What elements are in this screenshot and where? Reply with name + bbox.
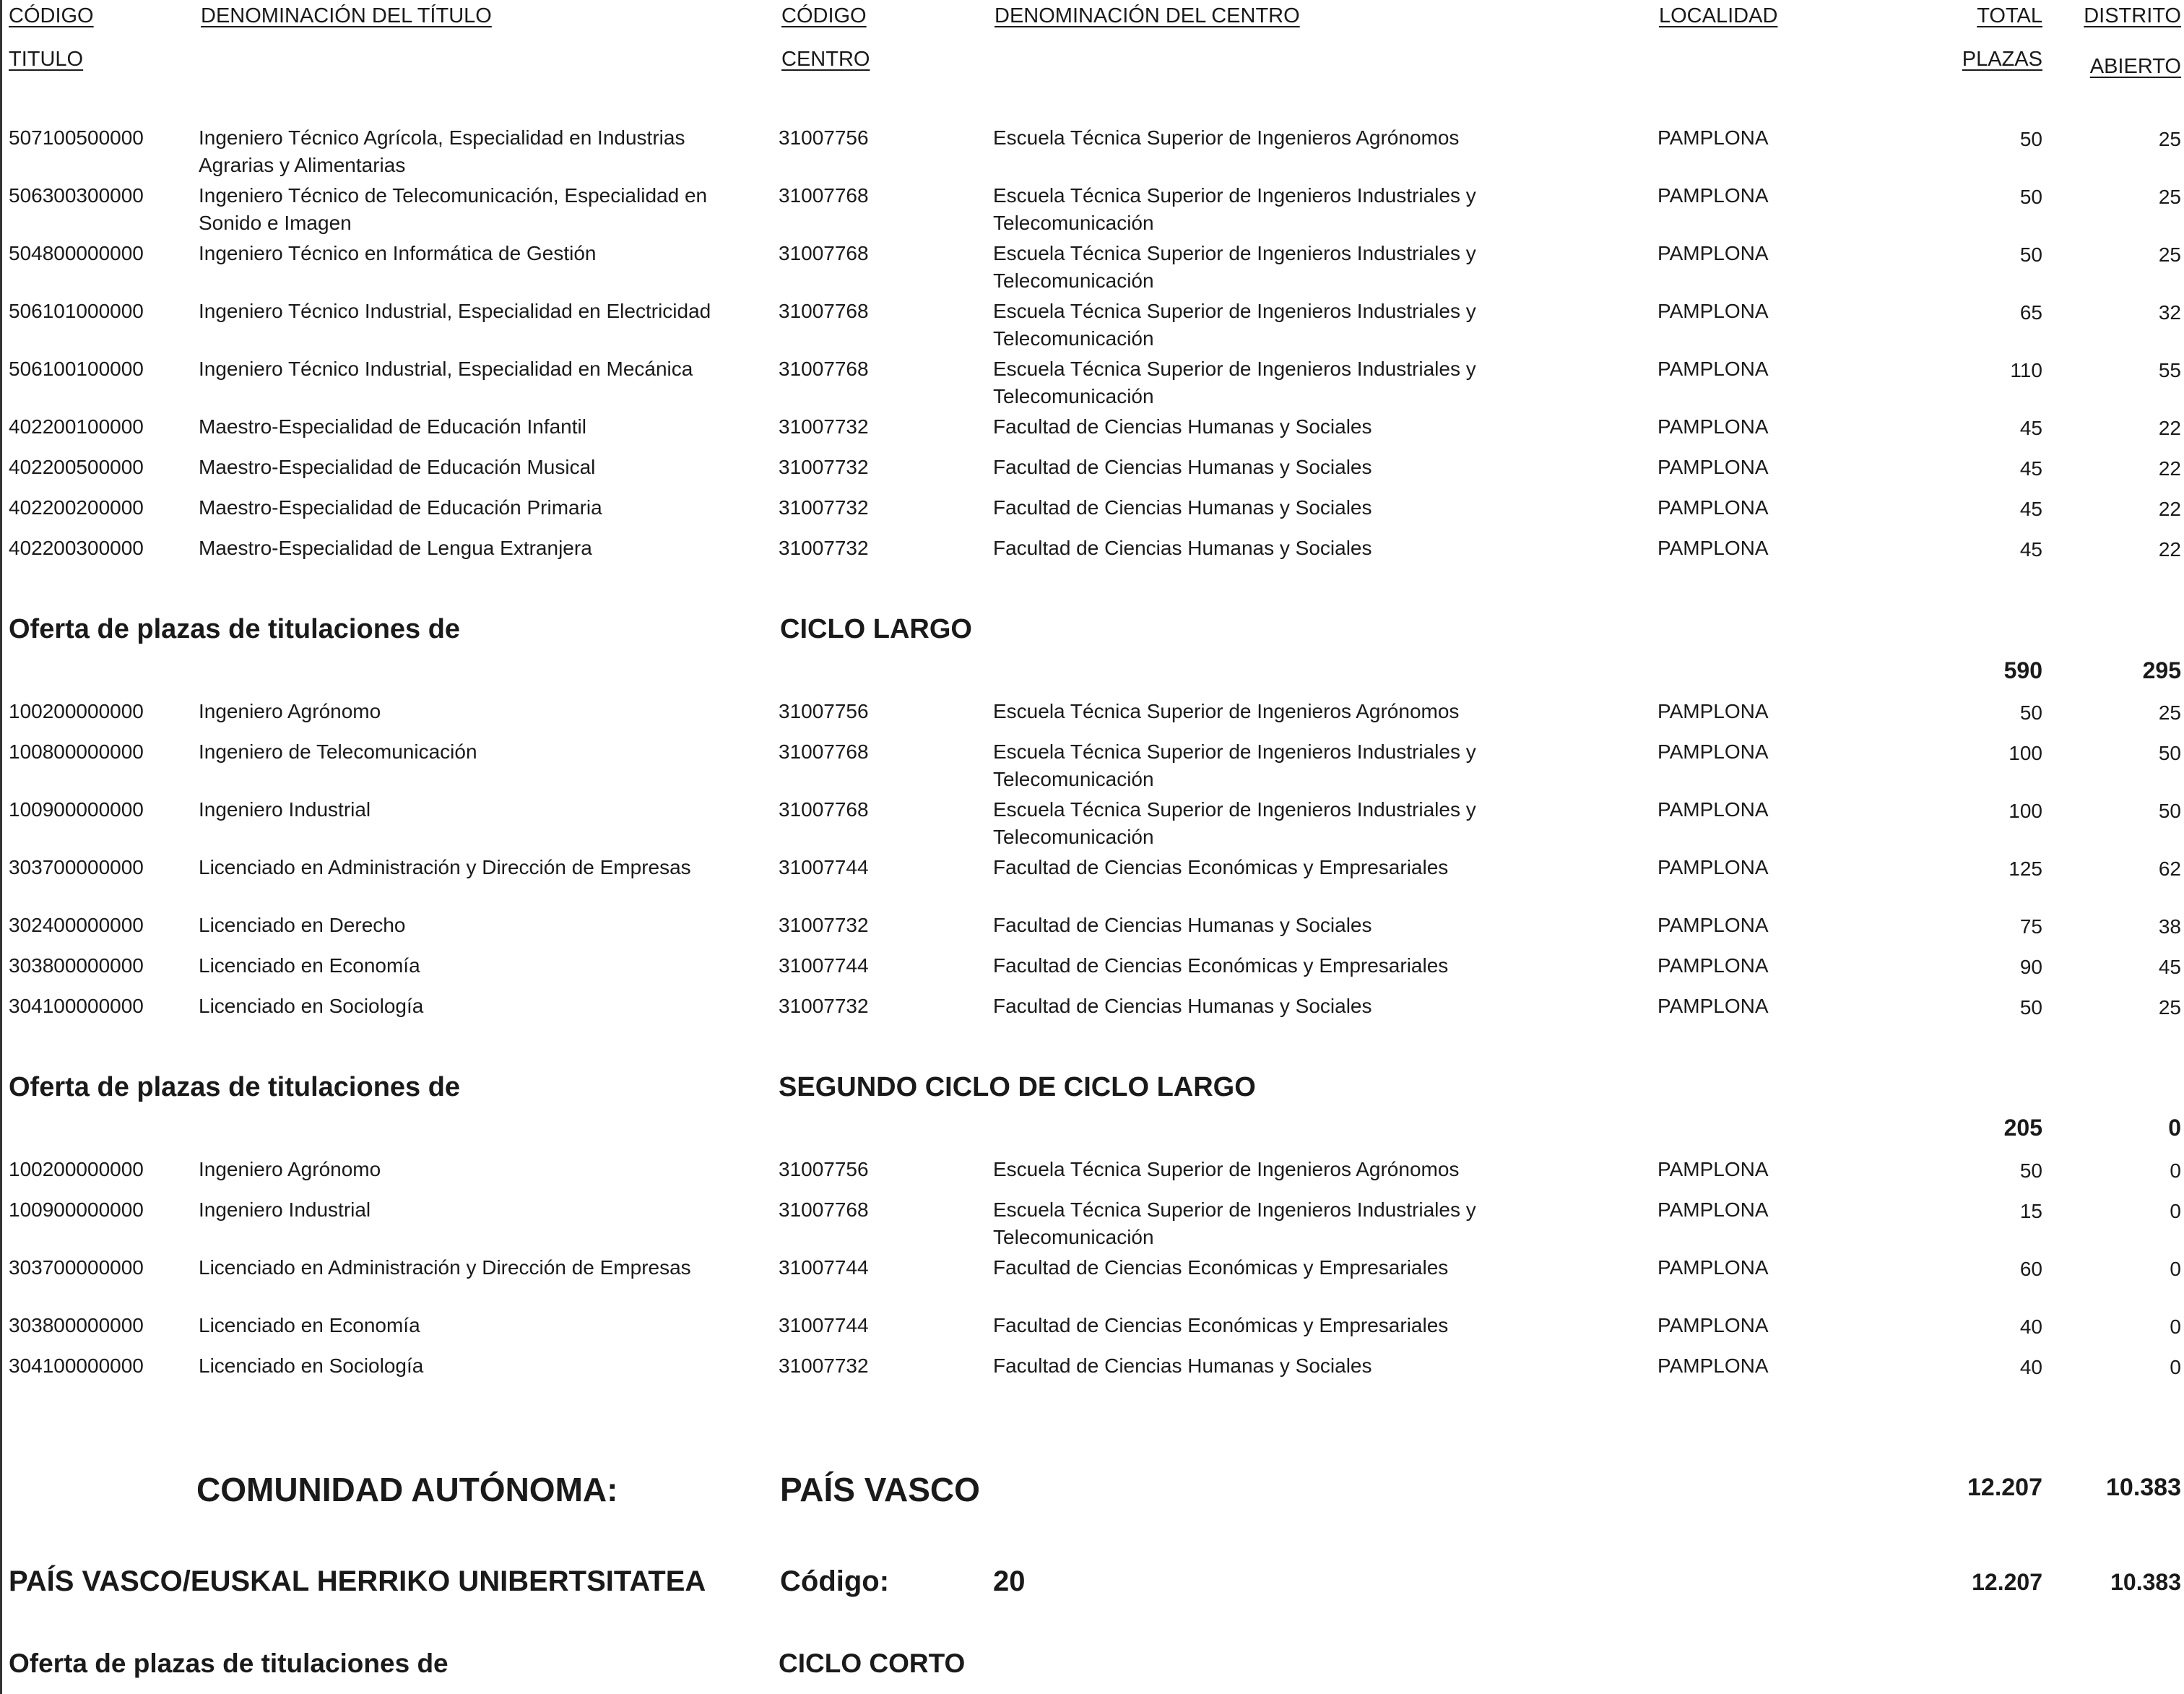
row-distrito: 50 — [2158, 742, 2181, 764]
row-code: 507100500000 — [9, 126, 144, 149]
row-titulo: Licenciado en Economía — [199, 1314, 420, 1336]
row-distrito: 62 — [2158, 857, 2181, 880]
row-total: 65 — [2019, 301, 2042, 324]
row-localidad: PAMPLONA — [1658, 1354, 1769, 1377]
row-localidad: PAMPLONA — [1658, 537, 1769, 559]
row-localidad: PAMPLONA — [1658, 184, 1769, 207]
row-centro-code: 31007768 — [779, 184, 869, 207]
row-centro-code: 31007744 — [779, 1256, 869, 1279]
row-centro-code: 31007744 — [779, 1314, 869, 1336]
row-centro-code: 31007732 — [779, 537, 869, 559]
header-codigo-titulo: CÓDIGO — [9, 4, 94, 27]
row-titulo: Ingeniero Agrónomo — [199, 1158, 381, 1180]
row-centro: Facultad de Ciencias Humanas y Sociales — [993, 456, 1372, 478]
row-code: 100800000000 — [9, 740, 144, 763]
row-distrito: 25 — [2158, 186, 2181, 208]
row-centro: Facultad de Ciencias Económicas y Empresariales — [993, 1256, 1449, 1279]
row-code: 303800000000 — [9, 954, 144, 977]
row-total: 125 — [2008, 857, 2042, 880]
row-titulo: Ingeniero Industrial — [199, 1198, 371, 1221]
row-distrito: 22 — [2158, 538, 2181, 561]
row-titulo: Licenciado en Administración y Dirección de Empresas — [199, 1256, 691, 1279]
row-code: 303700000000 — [9, 856, 144, 878]
row-centro: Escuela Técnica Superior de Ingenieros Industriales y Telecomunicación — [993, 740, 1476, 790]
row-localidad: PAMPLONA — [1658, 798, 1769, 821]
row-titulo: Licenciado en Economía — [199, 954, 420, 977]
row-localidad: PAMPLONA — [1658, 914, 1769, 936]
row-centro-code: 31007732 — [779, 995, 869, 1017]
row-distrito: 0 — [2170, 1258, 2181, 1280]
row-centro: Facultad de Ciencias Económicas y Empresariales — [993, 1314, 1449, 1336]
row-localidad: PAMPLONA — [1658, 358, 1769, 380]
row-centro-code: 31007732 — [779, 415, 869, 438]
row-centro-code: 31007768 — [779, 1198, 869, 1221]
row-total: 50 — [2019, 243, 2042, 266]
comunidad-total: 12.207 — [1967, 1474, 2042, 1501]
row-titulo: Ingeniero Agrónomo — [199, 700, 381, 722]
row-distrito: 32 — [2158, 301, 2181, 324]
comunidad-label: COMUNIDAD AUTÓNOMA: — [196, 1471, 618, 1508]
row-titulo: Maestro-Especialidad de Lengua Extranjera — [199, 537, 592, 559]
row-distrito: 45 — [2158, 956, 2181, 978]
row-localidad: PAMPLONA — [1658, 1256, 1769, 1279]
section-type: CICLO CORTO — [779, 1648, 966, 1678]
row-centro: Facultad de Ciencias Económicas y Empresariales — [993, 954, 1449, 977]
universidad-codigo: 20 — [993, 1565, 1026, 1597]
row-centro-code: 31007768 — [779, 740, 869, 763]
header-denominacion-titulo: DENOMINACIÓN DEL TÍTULO — [201, 4, 492, 27]
section-distrito: 0 — [2168, 1115, 2181, 1141]
row-centro: Escuela Técnica Superior de Ingenieros Industriales y Telecomunicación — [993, 300, 1476, 350]
row-code: 506101000000 — [9, 300, 144, 322]
row-distrito: 25 — [2158, 243, 2181, 266]
row-distrito: 25 — [2158, 996, 2181, 1019]
row-centro: Escuela Técnica Superior de Ingenieros Industriales y Telecomunicación — [993, 242, 1476, 292]
row-centro: Escuela Técnica Superior de Ingenieros Agrónomos — [993, 126, 1460, 149]
row-code: 100900000000 — [9, 798, 144, 821]
row-centro-code: 31007732 — [779, 456, 869, 478]
header-total: TOTAL — [1977, 4, 2042, 27]
row-centro-code: 31007768 — [779, 798, 869, 821]
row-centro: Facultad de Ciencias Humanas y Sociales — [993, 496, 1372, 519]
row-total: 40 — [2019, 1356, 2042, 1378]
row-centro: Facultad de Ciencias Humanas y Sociales — [993, 914, 1372, 936]
row-titulo: Ingeniero Técnico Industrial, Especialidad en Mecánica — [199, 358, 693, 380]
row-centro-code: 31007756 — [779, 126, 869, 149]
section-type: CICLO LARGO — [780, 614, 972, 644]
row-titulo: Licenciado en Derecho — [199, 914, 406, 936]
row-code: 506300300000 — [9, 184, 144, 207]
row-centro-code: 31007732 — [779, 914, 869, 936]
row-distrito: 22 — [2158, 417, 2181, 439]
header-codigo-centro-2: CENTRO — [781, 48, 870, 71]
row-centro-code: 31007768 — [779, 300, 869, 322]
header-denominacion-centro: DENOMINACIÓN DEL CENTRO — [994, 4, 1300, 27]
row-total: 50 — [2019, 186, 2042, 208]
row-distrito: 50 — [2158, 800, 2181, 822]
header-distrito-2: ABIERTO — [2089, 55, 2181, 78]
row-code: 100200000000 — [9, 700, 144, 722]
row-localidad: PAMPLONA — [1658, 740, 1769, 763]
row-localidad: PAMPLONA — [1658, 126, 1769, 149]
row-code: 506100100000 — [9, 358, 144, 380]
row-titulo: Ingeniero Técnico de Telecomunicación, Especialidad en Sonido e Imagen — [199, 184, 708, 234]
row-code: 100900000000 — [9, 1198, 144, 1221]
row-total: 110 — [2010, 359, 2042, 381]
row-centro-code: 31007732 — [779, 496, 869, 519]
row-centro-code: 31007744 — [779, 954, 869, 977]
header-distrito: DISTRITO — [2084, 4, 2181, 27]
row-centro: Facultad de Ciencias Humanas y Sociales — [993, 537, 1372, 559]
row-centro: Facultad de Ciencias Humanas y Sociales — [993, 1354, 1372, 1377]
row-titulo: Maestro-Especialidad de Educación Musical — [199, 456, 596, 478]
row-localidad: PAMPLONA — [1658, 496, 1769, 519]
section-total: 590 — [2003, 657, 2042, 683]
row-distrito: 25 — [2158, 128, 2181, 150]
row-localidad: PAMPLONA — [1658, 1198, 1769, 1221]
row-centro: Escuela Técnica Superior de Ingenieros Industriales y Telecomunicación — [993, 358, 1476, 407]
row-titulo: Ingeniero Industrial — [199, 798, 371, 821]
section-label: Oferta de plazas de titulaciones de — [9, 614, 461, 644]
left-margin-rule — [0, 0, 2, 1694]
row-centro: Escuela Técnica Superior de Ingenieros Industriales y Telecomunicación — [993, 1198, 1476, 1248]
row-distrito: 0 — [2170, 1159, 2181, 1182]
row-localidad: PAMPLONA — [1658, 856, 1769, 878]
row-centro-code: 31007756 — [779, 1158, 869, 1180]
row-total: 45 — [2019, 417, 2042, 439]
row-code: 402200500000 — [9, 456, 144, 478]
row-centro: Facultad de Ciencias Humanas y Sociales — [993, 415, 1372, 438]
row-localidad: PAMPLONA — [1658, 415, 1769, 438]
row-distrito: 0 — [2170, 1200, 2181, 1222]
row-total: 90 — [2019, 956, 2042, 978]
row-localidad: PAMPLONA — [1658, 995, 1769, 1017]
section-label: Oferta de plazas de titulaciones de — [9, 1072, 461, 1102]
section-distrito: 295 — [2142, 657, 2181, 683]
header-codigo-titulo-2: TITULO — [9, 48, 84, 71]
universidad-total: 12.207 — [1972, 1569, 2042, 1595]
row-total: 75 — [2019, 915, 2042, 938]
row-localidad: PAMPLONA — [1658, 242, 1769, 264]
section-label: Oferta de plazas de titulaciones de — [9, 1648, 448, 1678]
row-total: 50 — [2019, 701, 2042, 724]
row-titulo: Licenciado en Sociología — [199, 1354, 424, 1377]
row-code: 402200200000 — [9, 496, 144, 519]
row-distrito: 22 — [2158, 457, 2181, 480]
row-titulo: Ingeniero Técnico en Informática de Gestión — [199, 242, 597, 264]
universidad-distrito: 10.383 — [2110, 1569, 2181, 1595]
row-localidad: PAMPLONA — [1658, 954, 1769, 977]
row-titulo: Ingeniero Técnico Agrícola, Especialidad en Industrias Agrarias y Alimentarias — [199, 126, 685, 176]
row-localidad: PAMPLONA — [1658, 1158, 1769, 1180]
row-distrito: 55 — [2158, 359, 2181, 381]
row-titulo: Licenciado en Administración y Dirección de Empresas — [199, 856, 691, 878]
row-titulo: Licenciado en Sociología — [199, 995, 424, 1017]
row-total: 100 — [2008, 742, 2042, 764]
row-code: 100200000000 — [9, 1158, 144, 1180]
row-centro: Escuela Técnica Superior de Ingenieros Industriales y Telecomunicación — [993, 798, 1476, 848]
row-code: 504800000000 — [9, 242, 144, 264]
comunidad-name: PAÍS VASCO — [780, 1471, 980, 1508]
row-distrito: 38 — [2158, 915, 2181, 938]
row-total: 100 — [2008, 800, 2042, 822]
row-titulo: Maestro-Especialidad de Educación Infantil — [199, 415, 586, 438]
row-centro-code: 31007756 — [779, 700, 869, 722]
row-distrito: 0 — [2170, 1356, 2181, 1378]
row-centro: Escuela Técnica Superior de Ingenieros Industriales y Telecomunicación — [993, 184, 1476, 234]
row-titulo: Maestro-Especialidad de Educación Primaria — [199, 496, 602, 519]
row-total: 45 — [2019, 498, 2042, 520]
row-centro: Facultad de Ciencias Humanas y Sociales — [993, 995, 1372, 1017]
row-distrito: 0 — [2170, 1315, 2181, 1338]
row-code: 402200300000 — [9, 537, 144, 559]
row-total: 50 — [2019, 1159, 2042, 1182]
row-code: 304100000000 — [9, 1354, 144, 1377]
header-codigo-centro: CÓDIGO — [781, 4, 867, 27]
header-localidad: LOCALIDAD — [1659, 4, 1778, 27]
row-titulo: Ingeniero de Telecomunicación — [199, 740, 477, 763]
universidad-codigo-label: Código: — [780, 1565, 890, 1597]
row-total: 45 — [2019, 457, 2042, 480]
row-total: 15 — [2019, 1200, 2042, 1222]
row-code: 302400000000 — [9, 914, 144, 936]
row-code: 303800000000 — [9, 1314, 144, 1336]
section-total: 205 — [2003, 1115, 2042, 1141]
universidad-name: PAÍS VASCO/EUSKAL HERRIKO UNIBERTSITATEA — [9, 1565, 706, 1597]
row-centro-code: 31007768 — [779, 242, 869, 264]
row-centro: Escuela Técnica Superior de Ingenieros Agrónomos — [993, 700, 1460, 722]
row-localidad: PAMPLONA — [1658, 700, 1769, 722]
row-localidad: PAMPLONA — [1658, 456, 1769, 478]
section-type: SEGUNDO CICLO DE CICLO LARGO — [779, 1072, 1256, 1102]
row-localidad: PAMPLONA — [1658, 1314, 1769, 1336]
row-code: 304100000000 — [9, 995, 144, 1017]
row-code: 303700000000 — [9, 1256, 144, 1279]
row-distrito: 25 — [2158, 701, 2181, 724]
row-total: 50 — [2019, 996, 2042, 1019]
header-total-2: PLAZAS — [1962, 48, 2042, 71]
row-code: 402200100000 — [9, 415, 144, 438]
row-centro: Escuela Técnica Superior de Ingenieros Agrónomos — [993, 1158, 1460, 1180]
row-titulo: Ingeniero Técnico Industrial, Especialidad en Electricidad — [199, 300, 711, 322]
row-centro-code: 31007732 — [779, 1354, 869, 1377]
row-centro-code: 31007768 — [779, 358, 869, 380]
row-total: 60 — [2019, 1258, 2042, 1280]
row-total: 50 — [2019, 128, 2042, 150]
row-distrito: 22 — [2158, 498, 2181, 520]
row-total: 45 — [2019, 538, 2042, 561]
row-total: 40 — [2019, 1315, 2042, 1338]
row-localidad: PAMPLONA — [1658, 300, 1769, 322]
row-centro-code: 31007744 — [779, 856, 869, 878]
comunidad-distrito: 10.383 — [2106, 1474, 2181, 1501]
row-centro: Facultad de Ciencias Económicas y Empresariales — [993, 856, 1449, 878]
